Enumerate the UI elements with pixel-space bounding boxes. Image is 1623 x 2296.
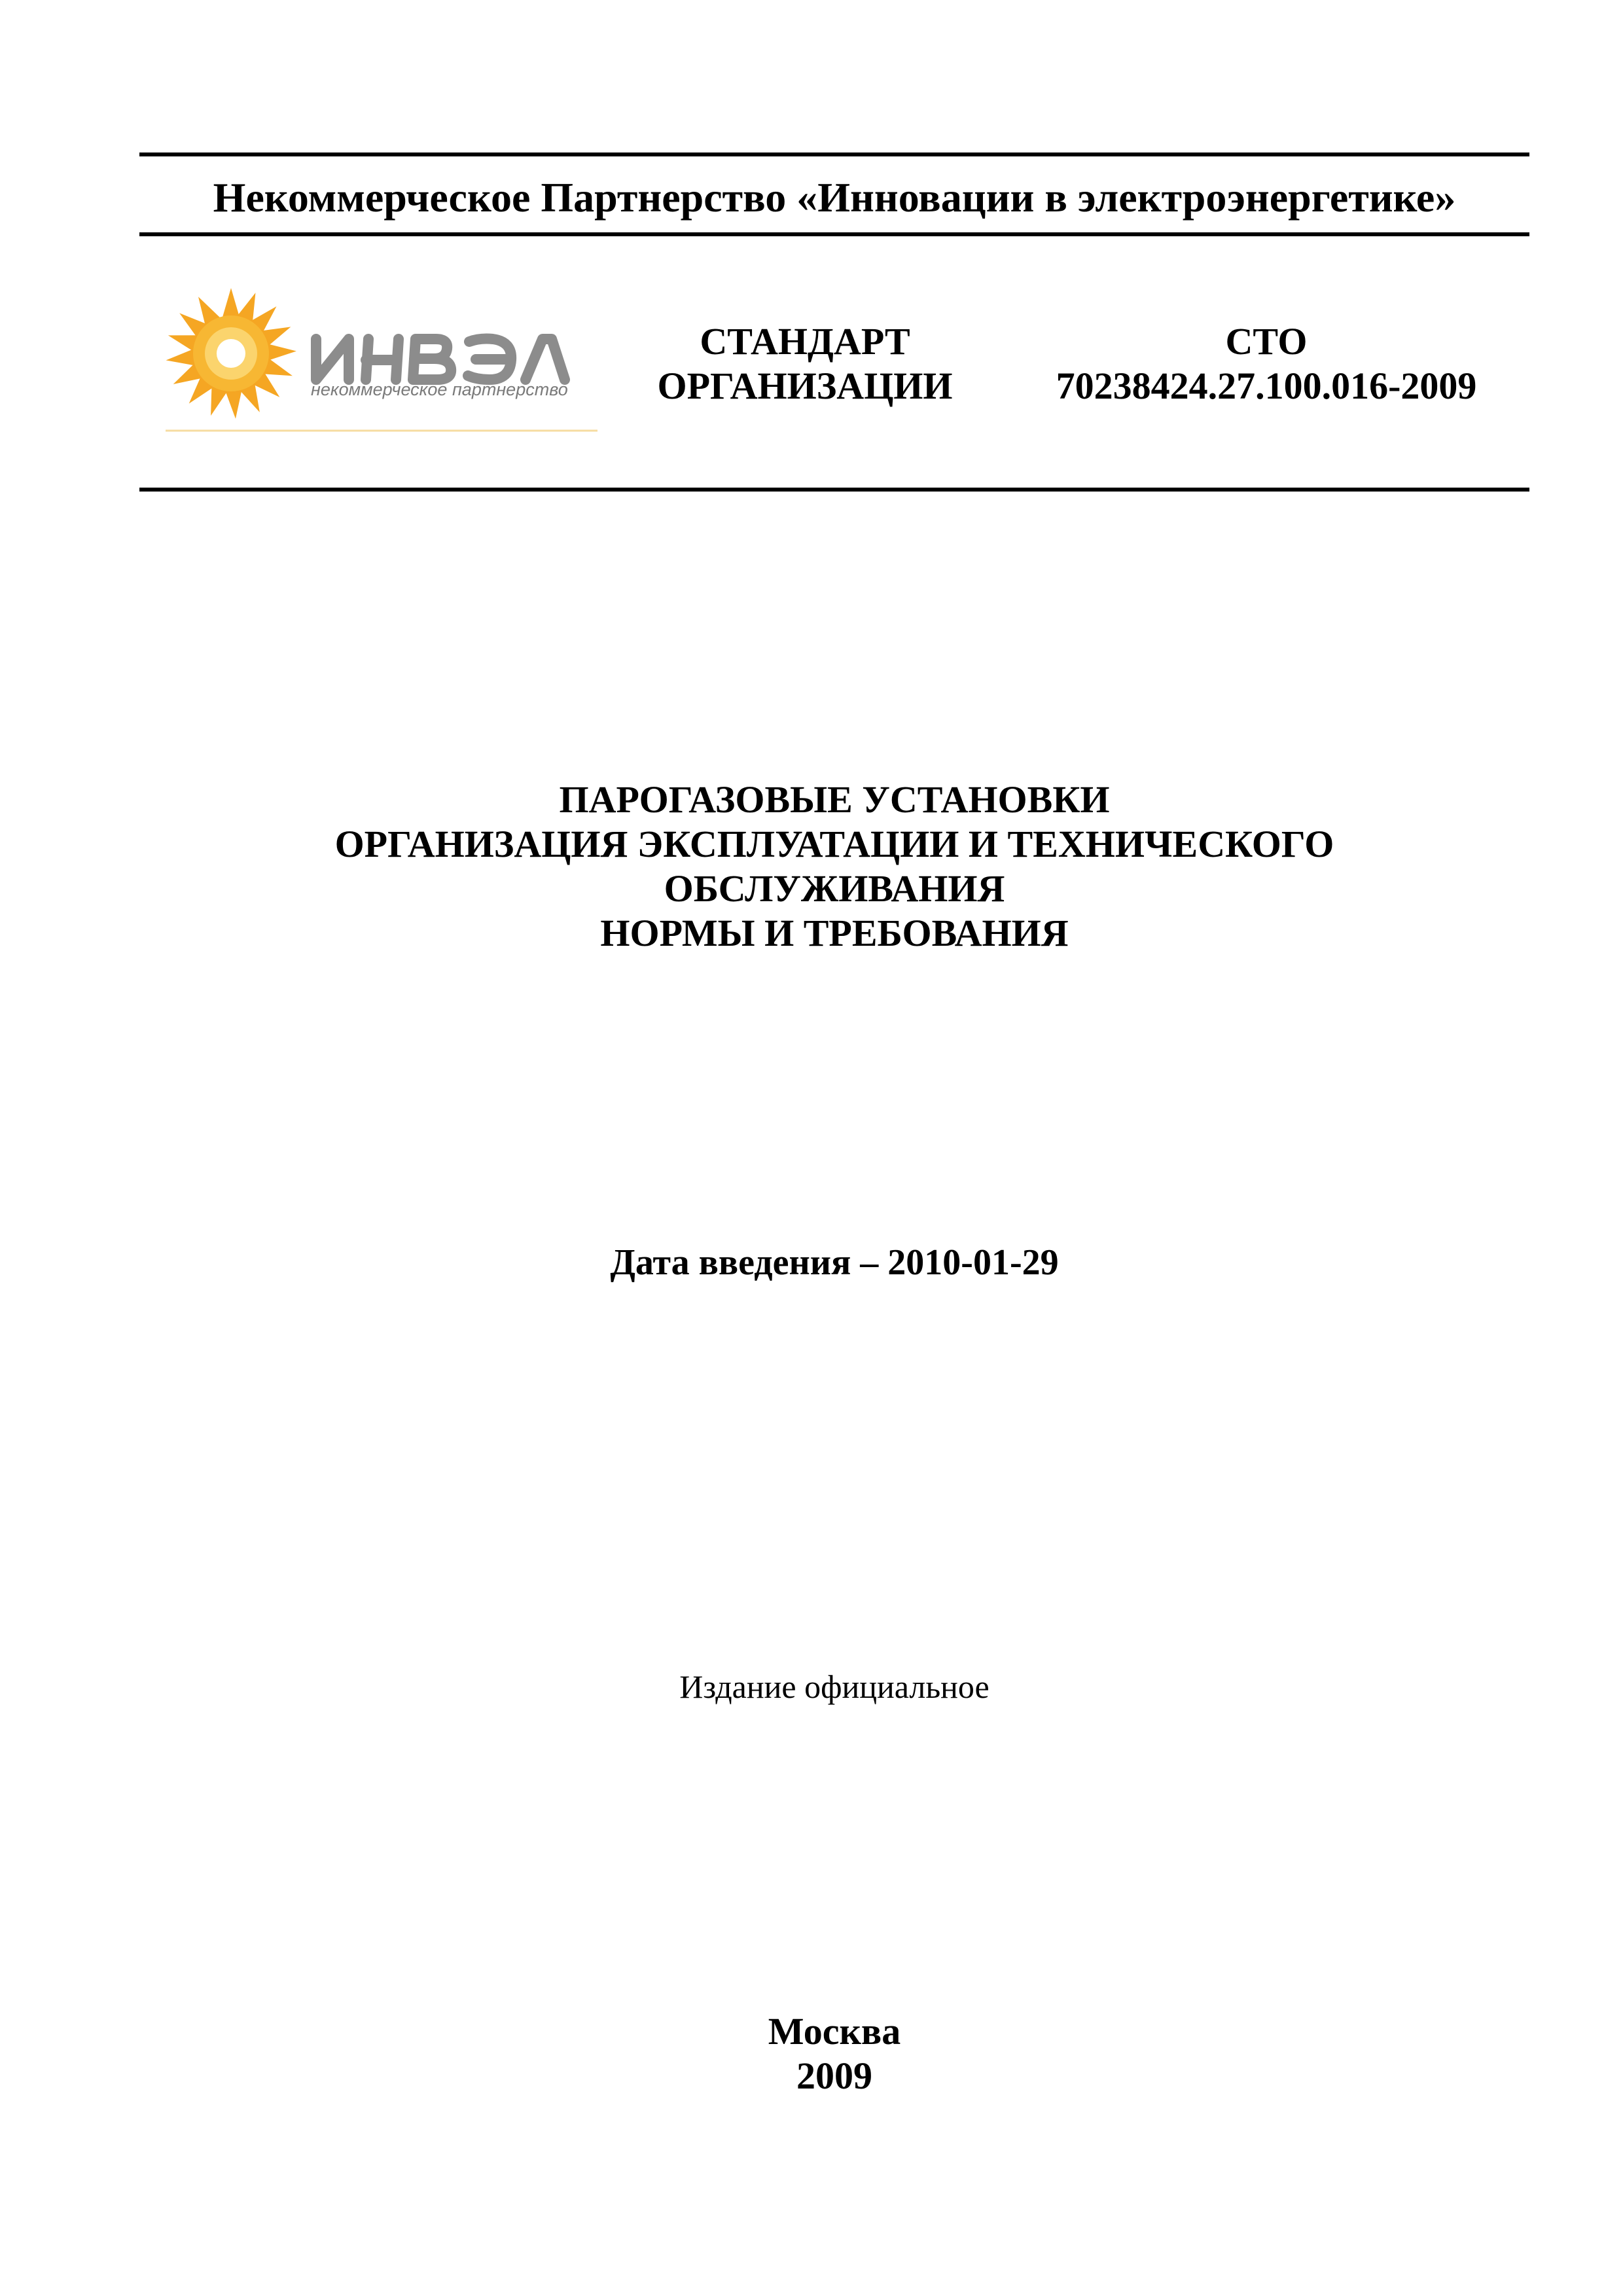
invel-logo bbox=[159, 281, 604, 439]
standard-type-line: СТАНДАРТ bbox=[700, 320, 910, 363]
standard-code-prefix: СТО bbox=[1225, 320, 1308, 363]
title-line: НОРМЫ И ТРЕБОВАНИЯ bbox=[600, 912, 1069, 954]
header-bottom-rule bbox=[139, 488, 1529, 492]
header-rule bbox=[139, 232, 1529, 236]
publication-year: 2009 bbox=[796, 2054, 872, 2097]
standard-type-line: ОРГАНИЗАЦИИ bbox=[657, 365, 953, 407]
organization-title: Некоммерческое Партнерство «Инновации в электроэнергетике» bbox=[213, 174, 1456, 221]
standard-code bbox=[1018, 319, 1515, 408]
top-rule bbox=[139, 152, 1529, 156]
logo-subtitle: некоммерческое партнерство bbox=[311, 380, 568, 399]
publication-info bbox=[139, 2009, 1529, 2098]
title-line: ПАРОГАЗОВЫЕ УСТАНОВКИ bbox=[559, 778, 1110, 821]
standard-type bbox=[622, 319, 988, 408]
sun-icon bbox=[159, 281, 604, 439]
title-line: ОБСЛУЖИВАНИЯ bbox=[664, 867, 1005, 910]
standard-code-number: 70238424.27.100.016-2009 bbox=[1056, 365, 1477, 407]
document-title bbox=[139, 778, 1529, 956]
introduction-date: Дата введения – 2010-01-29 bbox=[610, 1242, 1059, 1283]
publication-city: Москва bbox=[768, 2010, 901, 2053]
title-line: ОРГАНИЗАЦИЯ ЭКСПЛУАТАЦИИ И ТЕХНИЧЕСКОГО bbox=[334, 823, 1334, 865]
edition-label: Издание официальное bbox=[679, 1668, 990, 1705]
